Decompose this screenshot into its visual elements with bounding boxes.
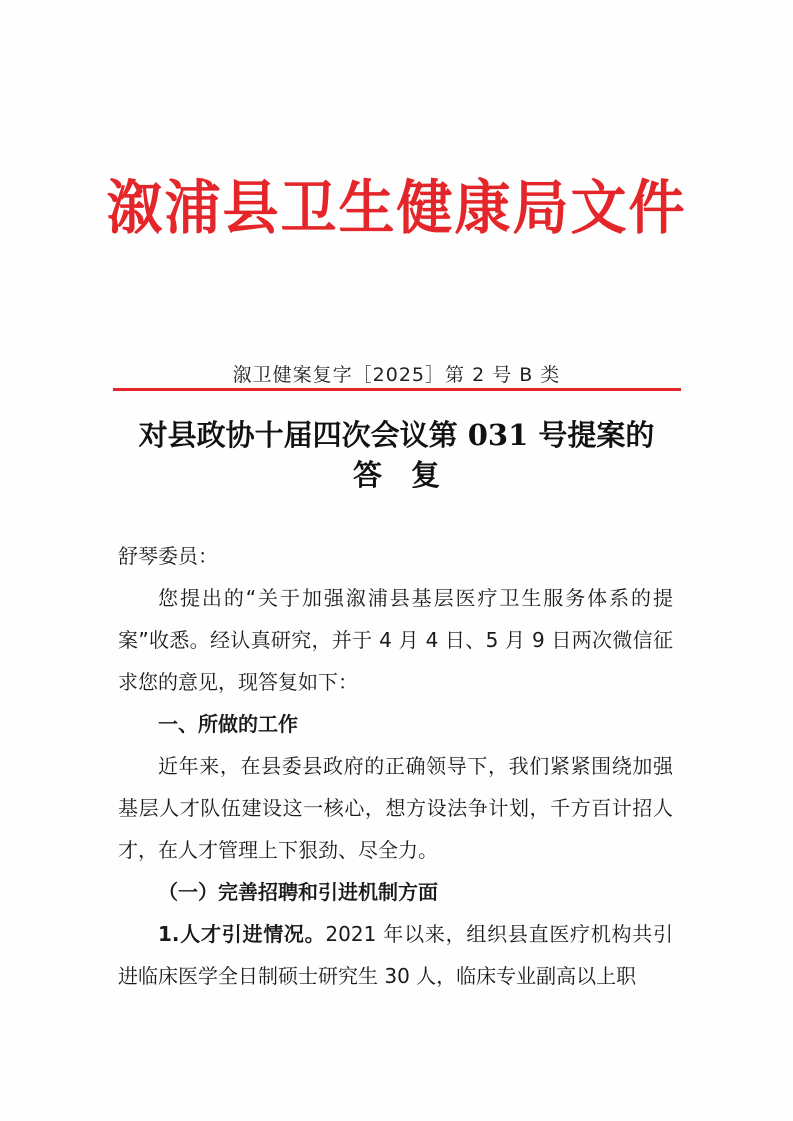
salutation: 舒琴委员： — [118, 544, 218, 568]
paragraph-2: 近年来，在县委县政府的正确领导下，我们紧紧围绕加强基层人才队伍建设这一核心，想方设法争计划，千方百计招人才，在人才管理上下狠劲、尽全力。 — [118, 754, 673, 862]
item-1-text: 2021 年以来，组织县直医疗机构共引进临床医学全日制硕士研究生 30 人，临床专业副高以上职 — [118, 922, 673, 988]
section-heading-1: 一、所做的工作 — [158, 712, 298, 736]
red-divider-line — [113, 388, 681, 391]
subsection-heading-1: （一）完善招聘和引进机制方面 — [158, 880, 438, 904]
document-title — [0, 415, 793, 495]
item-1-lead: 1.人才引进情况。 — [158, 922, 326, 946]
title-line-2: 答 复 — [352, 458, 440, 492]
document-body — [118, 535, 673, 997]
paragraph-1: 您提出的“关于加强溆浦县基层医疗卫生服务体系的提案”收悉。经认真研究，并于 4 月 4 日、5 月 9 日两次微信征求您的意见，现答复如下： — [118, 586, 673, 694]
masthead-title: 溆浦县卫生健康局文件 — [106, 173, 687, 243]
document-number: 溆卫健案复字［2025］第 2 号 B 类 — [232, 364, 561, 386]
title-line-1: 对县政协十届四次会议第 031 号提案的 — [138, 418, 655, 452]
paragraph-3 — [118, 913, 673, 997]
